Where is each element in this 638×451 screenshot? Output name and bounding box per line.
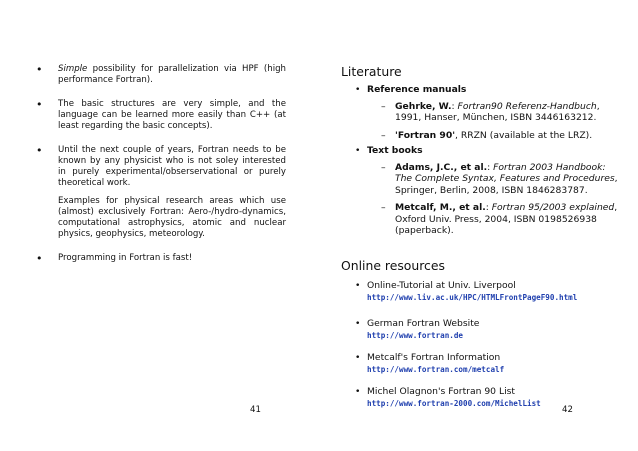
bullet-text: possibility for parallelization via HPF (high performance Fortran).: [58, 64, 286, 85]
online-resources-list: [355, 280, 625, 420]
text-books-section: [355, 145, 625, 243]
bullet-icon: •: [355, 318, 361, 329]
textbook-item: [381, 202, 625, 237]
resource-link[interactable]: http://www.fortran.com/metcalf: [367, 365, 505, 374]
advantages-list: [36, 64, 286, 277]
resource-label: Online-Tutorial at Univ. Liverpool: [367, 280, 516, 291]
resource-link[interactable]: http://www.liv.ac.uk/HPC/HTMLFrontPageF90.html: [367, 293, 578, 302]
ref-title: Fortran90 Referenz-Handbuch: [457, 100, 597, 112]
list-item: [355, 84, 625, 141]
list-item: [36, 253, 286, 264]
bullet-icon: •: [36, 144, 43, 157]
reference-item: [381, 101, 625, 124]
ref-details: , Oxford Univ. Press, 2004, ISBN 0198526938 (paperback).: [395, 202, 618, 236]
ref-author: Gehrke, W.: [395, 100, 452, 112]
list-item: [355, 352, 625, 376]
list-item: [36, 145, 286, 240]
right-page: [319, 0, 638, 451]
bullet-icon: •: [355, 145, 361, 156]
ref-separator: :: [485, 202, 492, 213]
page-number: 41: [250, 405, 261, 415]
resource-label: German Fortran Website: [367, 318, 480, 329]
resource-link[interactable]: http://www.fortran-2000.com/MichelList: [367, 399, 541, 408]
section-title: Reference manuals: [367, 84, 467, 95]
ref-author: Adams, J.C., et al.: [395, 161, 488, 173]
reference-list: [381, 101, 625, 142]
bullet-icon: •: [36, 252, 43, 265]
dash-icon: –: [381, 129, 386, 141]
dash-icon: –: [381, 100, 386, 112]
bullet-icon: •: [355, 280, 361, 291]
page-number: 42: [562, 405, 573, 415]
dash-icon: –: [381, 202, 386, 213]
list-item: [355, 145, 625, 237]
bullet-icon: •: [355, 352, 361, 363]
bullet-icon: •: [355, 84, 361, 95]
list-item: [355, 280, 625, 304]
literature-heading: Literature: [341, 64, 402, 79]
bullet-icon: •: [36, 98, 43, 111]
ref-title: Fortran 2003 Handbook: The Complete Syntax, Features and Procedures: [395, 161, 615, 184]
reference-item: [381, 130, 625, 142]
textbook-item: [381, 162, 625, 197]
resource-label: Michel Olagnon's Fortran 90 List: [367, 386, 516, 397]
ref-title: Fortran 95/2003 explained: [491, 202, 615, 213]
bullet-text-examples: Examples for physical research areas which use (almost) exclusively Fortran: Aero-/hydro-dynamics, computational astrophysics, atomic and nuclear physics, geophysics, meteorology.: [58, 196, 286, 239]
resource-link[interactable]: http://www.fortran.de: [367, 331, 464, 340]
textbook-list: [381, 162, 625, 237]
dash-icon: –: [381, 161, 386, 173]
reference-manuals-section: [355, 84, 625, 147]
list-item: [355, 318, 625, 342]
emphasis-text: Simple: [58, 64, 88, 74]
resource-label: Metcalf's Fortran Information: [367, 352, 501, 363]
list-item: [36, 64, 286, 86]
ref-author: 'Fortran 90': [395, 129, 456, 141]
section-title: Text books: [367, 145, 423, 156]
ref-details: , Springer, Berlin, 2008, ISBN 1846283787.: [395, 173, 618, 196]
online-resources-heading: Online resources: [341, 258, 445, 273]
list-item: [36, 99, 286, 132]
bullet-icon: •: [36, 63, 43, 76]
ref-separator: :: [451, 100, 458, 112]
ref-details: , 1991, Hanser, München, ISBN 3446163212.: [395, 100, 600, 123]
ref-separator: ,: [455, 129, 461, 141]
ref-separator: :: [487, 161, 494, 173]
bullet-icon: •: [355, 386, 361, 397]
bullet-text: Programming in Fortran is fast!: [58, 253, 193, 263]
ref-details: RRZN (available at the LRZ).: [460, 129, 593, 141]
bullet-text: Until the next couple of years, Fortran needs to be known by any physicist who is not soley interested in purely experimental/obserservational or purely theoretical work.: [58, 145, 286, 188]
ref-author: Metcalf, M., et al.: [395, 202, 486, 213]
list-item: [355, 386, 625, 410]
bullet-text: The basic structures are very simple, and the language can be learned more easily than C++ (at least regarding the basic concepts).: [58, 99, 286, 131]
